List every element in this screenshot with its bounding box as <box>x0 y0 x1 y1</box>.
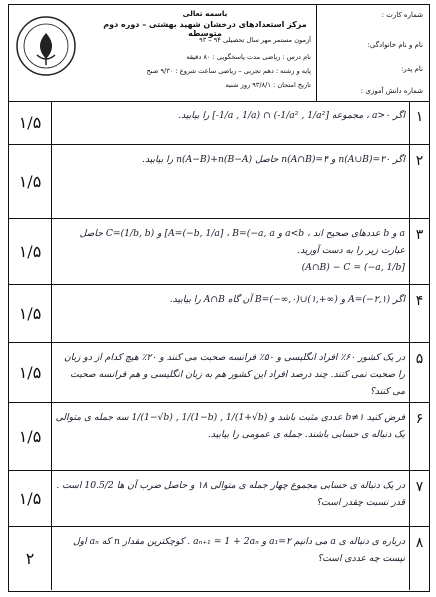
exam-line: آزمون مستمر مهر سال تحصیلی ۹۴ – ۹۳ <box>199 36 311 44</box>
question-text: اگر a>۰ ، مجموعه [-1/a , 1/a) ∩ (-1/a² , 1/a²] را بیابید. <box>55 101 405 144</box>
question-number: ۴ <box>409 285 429 342</box>
question-score: ۱/۵ <box>9 403 52 470</box>
school-title: باسمه تعالی <box>182 9 228 18</box>
question-5 <box>9 343 429 403</box>
question-score: ۱/۵ <box>9 285 52 342</box>
question-score: ۱/۵ <box>9 219 52 284</box>
question-4 <box>9 285 429 343</box>
question-text: در یک کشور ۶۰٪ افراد انگلیسی و ۵۰٪ فرانسه صحبت می کنند و ۲۰٪ هیچ کدام از دو زبان را صحبت نمی کنند. چند درصد افراد این کشور هم به زبان انگلیسی و هم فرانسه صحبت می کنند؟ <box>63 352 405 397</box>
student-name-label: نام و نام خانوادگی: <box>367 41 423 49</box>
question-1 <box>9 101 429 145</box>
question-2 <box>9 145 429 219</box>
question-score: ۱/۵ <box>9 145 52 218</box>
question-text: درباره ی دنباله ی a می دانیم a₁=۲ و aₙ₊₁ = 1 + 2aₙ . کوچکترین مقدار n که aₙ اول نیست چه عددی است؟ <box>55 527 405 590</box>
question-score: ۱/۵ <box>9 101 52 144</box>
question-math: (A∩B) − C = (−a, 1/b] <box>301 262 405 273</box>
question-7 <box>9 471 429 527</box>
question-8 <box>9 527 429 590</box>
date-line: تاریخ امتحان : ۹۳/۸/۱ روز شنبه <box>225 81 311 89</box>
student-number-label: شماره دانش آموزی : <box>360 87 423 95</box>
question-math: A∩B <box>203 294 225 305</box>
question-3 <box>9 219 429 285</box>
question-math: [-1/a , 1/a) ∩ (-1/a² , 1/a²] <box>212 110 329 121</box>
question-score: ۲ <box>9 527 52 590</box>
question-number: ۲ <box>409 145 429 218</box>
question-number: ۸ <box>409 527 429 590</box>
exam-sheet <box>8 4 430 592</box>
question-number: ۳ <box>409 219 429 284</box>
student-info-box <box>316 5 429 101</box>
school-name: مرکز استعدادهای درخشان شهید بهشتی – دوره دوم متوسطه <box>103 20 307 38</box>
question-math: aₙ₊₁ = 1 + 2aₙ <box>193 536 259 547</box>
question-text: اگر n(A∪B)=۲۰ و n(A∩B)=۴ حاصل n(A−B)+n(B−A) را بیابید. <box>55 145 405 218</box>
question-math: n(A−B)+n(B−A) <box>176 154 253 165</box>
question-math: 10.5/2 <box>84 480 114 491</box>
question-number: ۷ <box>409 471 429 526</box>
question-number: ۱ <box>409 101 429 144</box>
question-text: اگر A=(−۲,۱) و B=(−∞,۰)∪(۱,+∞) آن گاه A∩B را بیابید. <box>55 285 405 342</box>
question-text: در یک دنباله ی حسابی مجموع چهار جمله ی متوالی ۱۸ و حاصل ضرب آن ها 10.5/2 است . قدر نسبت چقدر است؟ <box>55 471 405 526</box>
question-score: ۱/۵ <box>9 343 52 402</box>
lesson-line: نام درس : ریاضی مدت پاسخگویی : ۸۰ دقیقه <box>186 53 311 61</box>
question-number: ۶ <box>409 403 429 470</box>
question-math: 1/(1−√b) , 1/(1−b) , 1/(1+√b) <box>131 412 268 423</box>
question-text: فرض کنید b≠۱ عددی مثبت باشد و 1/(1−√b) , 1/(1−b) , 1/(1+√b) سه جمله ی متوالی یک دنباله ی حسابی باشند. جمله ی عمومی را بیابید. <box>55 403 405 470</box>
question-6 <box>9 403 429 471</box>
question-text: a و b عددهای صحیح اند ، a<b و A=(−b, 1/a] ، B=(−a, a] و C=(1/b, b) حاصل عبارت زیر را به دست آورید. (A∩B) − C = (−a, 1/b] <box>55 219 405 284</box>
school-logo-icon <box>15 15 77 77</box>
question-number: ۵ <box>409 343 429 402</box>
question-score: ۱/۵ <box>9 471 52 526</box>
exam-info <box>91 5 319 101</box>
exam-header <box>9 5 429 102</box>
grade-line: پایه و رشته : دهم تجربی – ریاضی ساعت شروع : ۹/۳۰ صبح <box>146 67 311 75</box>
father-name-label: نام پدر: <box>400 65 423 73</box>
card-number-label: شماره کارت : <box>381 11 423 19</box>
